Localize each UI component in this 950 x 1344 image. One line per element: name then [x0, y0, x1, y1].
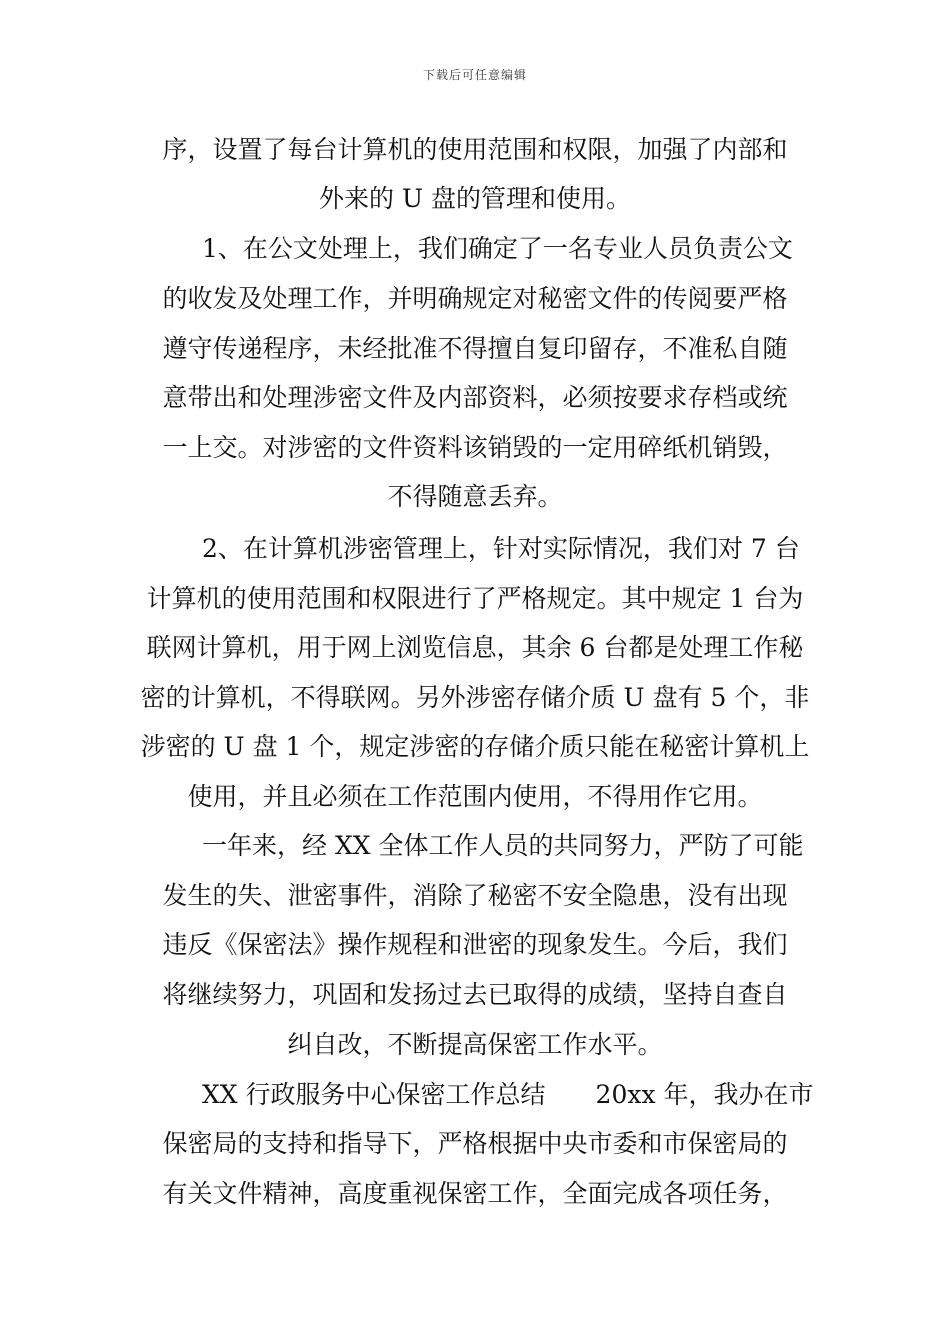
body-line: 不得随意丢弃。 [387, 482, 563, 511]
body-line: 2、在计算机涉密管理上，针对实际情况，我们对 7 台 [202, 534, 800, 563]
body-line: 一年来，经 XX 全体工作人员的共同努力，严防了可能 [202, 831, 804, 860]
body-line: 遵守传递程序，未经批准不得擅自复印留存，不准私自随 [162, 334, 788, 363]
body-line: 的收发及处理工作，并明确规定对秘密文件的传阅要严格 [162, 284, 788, 313]
body-line: 发生的失、泄密事件，消除了秘密不安全隐患，没有出现 [162, 881, 788, 910]
body-line: 纠自改，不断提高保密工作水平。 [287, 1030, 663, 1059]
body-line: 联网计算机，用于网上浏览信息，其余 6 台都是处理工作秘 [146, 633, 804, 662]
body-line: 意带出和处理涉密文件及内部资料，必须按要求存档或统 [162, 383, 788, 412]
body-line: 计算机的使用范围和权限进行了严格规定。其中规定 1 台为 [146, 584, 804, 613]
body-line: XX 行政服务中心保密工作总结 20xx 年，我办在市 [202, 1080, 814, 1109]
body-line: 违反《保密法》操作规程和泄密的现象发生。今后，我们 [162, 930, 788, 959]
body-line: 使用，并且必须在工作范围内使用，不得用作它用。 [187, 782, 763, 811]
body-line: 一上交。对涉密的文件资料该销毁的一定用碎纸机销毁， [162, 433, 788, 462]
body-line: 有关文件精神，高度重视保密工作，全面完成各项任务， [162, 1179, 788, 1208]
body-line: 保密局的支持和指导下，严格根据中央市委和市保密局的 [162, 1129, 788, 1158]
body-line: 序，设置了每台计算机的使用范围和权限，加强了内部和 [162, 135, 788, 164]
page-header: 下载后可任意编辑 [422, 68, 527, 82]
body-line: 外来的 U 盘的管理和使用。 [319, 184, 631, 213]
body-line: 将继续努力，巩固和发扬过去已取得的成绩，坚持自查自 [162, 980, 788, 1009]
body-line: 1、在公文处理上，我们确定了一名专业人员负责公文 [202, 234, 793, 263]
body-line: 涉密的 U 盘 1 个，规定涉密的存储介质只能在秘密计算机上 [140, 732, 810, 761]
body-line: 密的计算机，不得联网。另外涉密存储介质 U 盘有 5 个，非 [140, 683, 810, 712]
